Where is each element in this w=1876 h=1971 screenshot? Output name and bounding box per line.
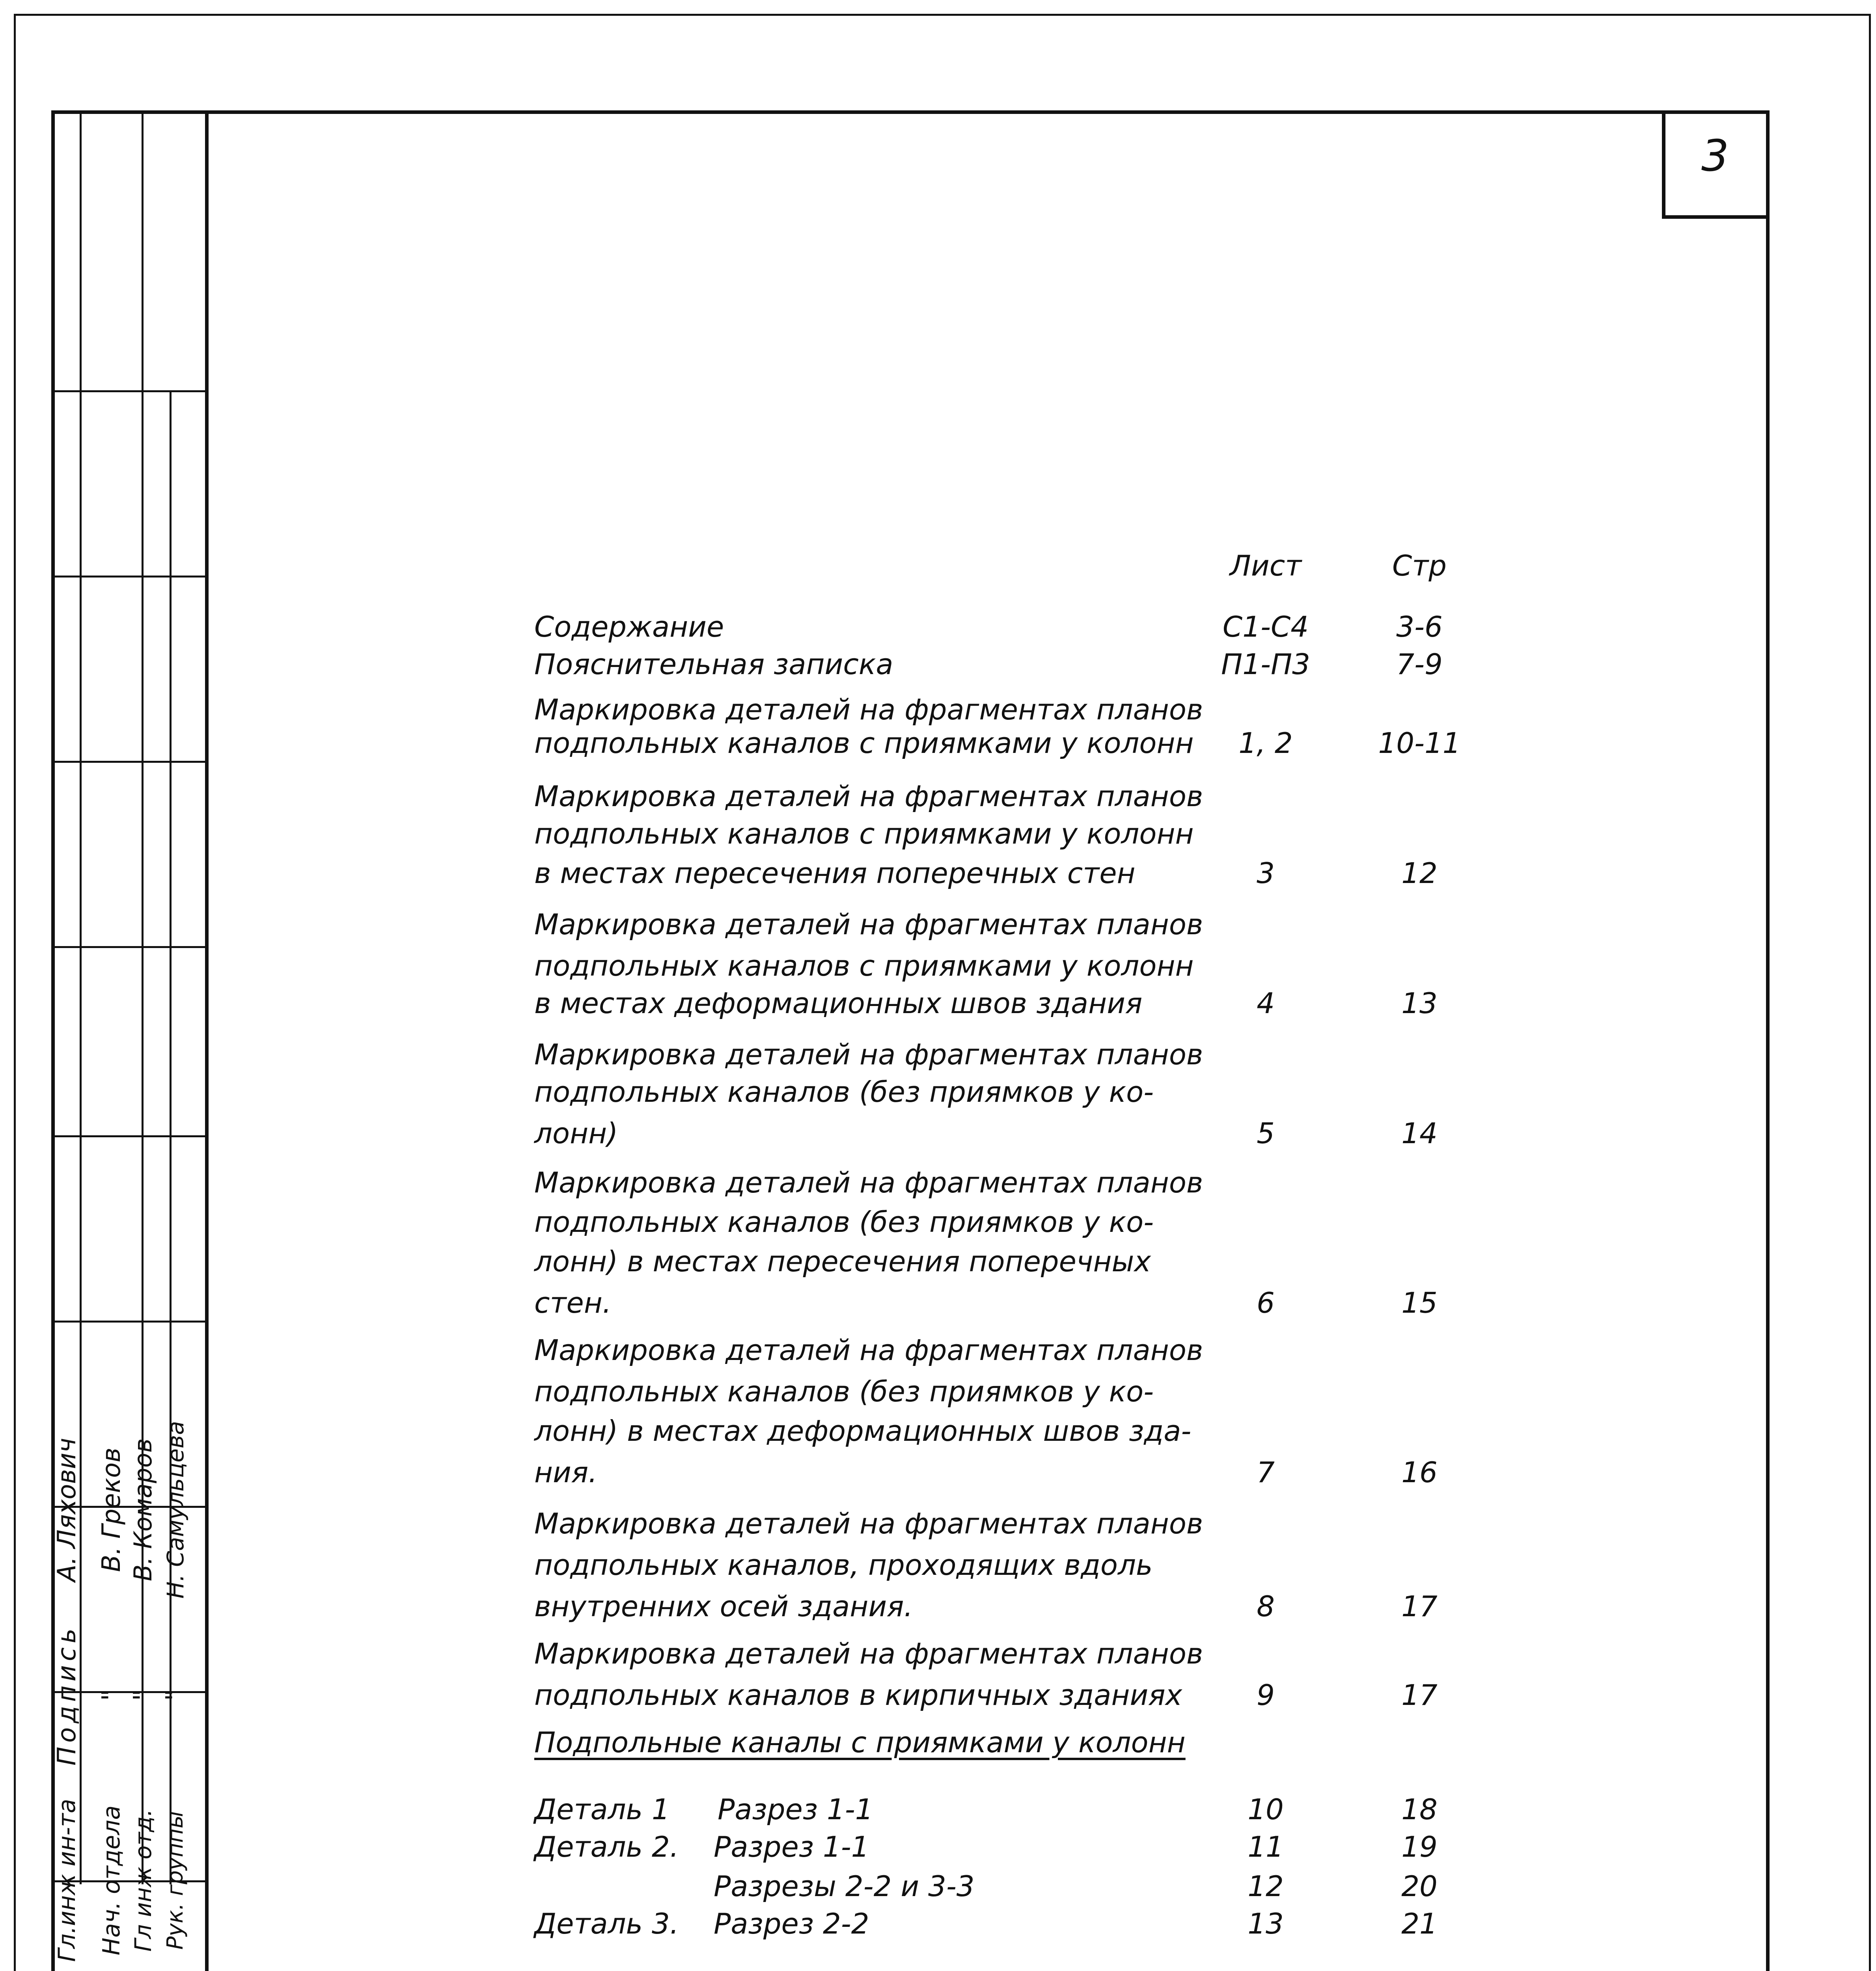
toc-entry-title: Пояснительная записка	[534, 648, 893, 681]
toc-entry-title: Содержание	[534, 610, 724, 643]
toc-entry-title-line: подпольных каналов с приямками у колонн	[534, 727, 1194, 760]
strip-row-line-2	[51, 576, 207, 578]
toc-entry-sheet: 6	[1257, 1286, 1275, 1319]
toc-entry-title: Маркировка деталей на фрагментах планов	[534, 780, 1203, 813]
signature-mark-1: "	[97, 1689, 126, 1701]
toc-entry-title-line: в местах пересечения поперечных стен	[534, 857, 1136, 890]
toc-entry-title-line: лонн)	[534, 1117, 618, 1150]
toc-entry-sheet: 1, 2	[1238, 727, 1293, 760]
toc-entry-title: Маркировка деталей на фрагментах планов	[534, 1038, 1203, 1071]
role-dept-chief-engineer: Гл инж отд.	[130, 1809, 157, 1952]
toc-entry-sheet: 9	[1257, 1679, 1275, 1712]
toc-entry-title-line: лонн) в местах пересечения поперечных	[534, 1245, 1151, 1278]
toc-entry-title-line: подпольных каналов с приямками у колонн	[534, 817, 1194, 850]
toc-entry-sheet: С1-С4	[1222, 610, 1309, 643]
toc-entry-title: Маркировка деталей на фрагментах планов	[534, 1166, 1203, 1199]
page-number: 3	[1701, 130, 1729, 181]
toc-entry-title-line: внутренних осей здания.	[534, 1590, 913, 1623]
detail-sheet: 11	[1248, 1830, 1284, 1863]
name-grekov: В. Греков	[97, 1448, 126, 1572]
toc-entry-page: 13	[1401, 987, 1438, 1020]
toc-entry-title-line: стен.	[534, 1286, 612, 1319]
toc-entry-title-line: в местах деформационных швов здания	[534, 987, 1143, 1020]
toc-entry-sheet: 7	[1257, 1456, 1275, 1489]
signature-mark-3: "	[161, 1689, 190, 1701]
toc-entry-page: 12	[1401, 857, 1438, 890]
toc-entry-page: 15	[1401, 1286, 1438, 1319]
section-heading: Подпольные каналы с приямками у колонн	[534, 1726, 1186, 1759]
toc-entry-page: 10-11	[1378, 727, 1461, 760]
toc-entry-title-line: ния.	[534, 1456, 598, 1489]
toc-entry-page: 7-9	[1396, 648, 1443, 681]
strip-row-line-5	[51, 1135, 207, 1137]
role-chief-engineer: Гл.инж ин-та	[53, 1799, 81, 1962]
toc-entry-sheet: 5	[1257, 1117, 1275, 1150]
toc-entry-page: 17	[1401, 1590, 1438, 1623]
detail-label: Деталь 2.	[534, 1830, 679, 1863]
strip-row-line-4	[51, 946, 207, 948]
role-head-of-department: Нач. отдела	[98, 1805, 125, 1956]
name-samultseva: Н. Самульцева	[162, 1421, 189, 1599]
toc-entry-title-line: подпольных каналов в кирпичных зданиях	[534, 1679, 1182, 1712]
detail-label: Деталь 1	[534, 1793, 670, 1826]
toc-entry-title-line: подпольных каналов (без приямков у ко-	[534, 1375, 1154, 1408]
toc-entry-title: Маркировка деталей на фрагментах планов	[534, 693, 1203, 726]
strip-row-line-3	[51, 761, 207, 763]
toc-entry-title-line: лонн) в местах деформационных швов зда-	[534, 1414, 1192, 1448]
toc-entry-title-line: подпольных каналов, проходящих вдоль	[534, 1548, 1153, 1582]
strip-row-line-1	[51, 390, 207, 392]
toc-entry-title-line: подпольных каналов (без приямков у ко-	[534, 1205, 1154, 1239]
detail-text: Разрез 1-1	[714, 1830, 869, 1863]
role-group-lead: Рук. группы	[162, 1811, 188, 1950]
detail-page: 21	[1401, 1907, 1438, 1940]
toc-entry-sheet: 8	[1257, 1590, 1275, 1623]
name-komarov: В. Комаров	[129, 1438, 157, 1582]
detail-sheet: 13	[1248, 1907, 1284, 1940]
toc-entry-title: Маркировка деталей на фрагментах планов	[534, 908, 1203, 941]
toc-entry-page: 14	[1401, 1117, 1438, 1150]
detail-page: 19	[1401, 1830, 1438, 1863]
strip-row-line-6	[51, 1321, 207, 1323]
header-page: Стр	[1392, 549, 1447, 582]
detail-text: Разрезы 2-2 и 3-3	[714, 1870, 975, 1903]
signature-column-header: Подпись	[52, 1624, 82, 1766]
toc-entry-sheet: П1-П3	[1221, 648, 1310, 681]
detail-sheet: 12	[1248, 1870, 1284, 1903]
detail-page: 18	[1401, 1793, 1438, 1826]
toc-entry-sheet: 3	[1257, 857, 1275, 890]
detail-text: Разрез 2-2	[714, 1907, 869, 1940]
detail-text: Разрез 1-1	[718, 1793, 873, 1826]
detail-sheet: 10	[1248, 1793, 1284, 1826]
toc-entry-title-line: подпольных каналов с приямками у колонн	[534, 949, 1194, 982]
toc-entry-title: Маркировка деталей на фрагментах планов	[534, 1507, 1203, 1540]
toc-entry-page: 3-6	[1396, 610, 1443, 643]
name-lyakhovich: А. Ляхович	[52, 1438, 82, 1582]
toc-entry-title: Маркировка деталей на фрагментах планов	[534, 1334, 1203, 1367]
toc-entry-title-line: подпольных каналов (без приямков у ко-	[534, 1075, 1154, 1108]
detail-label: Деталь 3.	[534, 1907, 679, 1940]
toc-entry-title: Маркировка деталей на фрагментах планов	[534, 1637, 1203, 1670]
toc-entry-sheet: 4	[1257, 987, 1275, 1020]
toc-entry-page: 16	[1401, 1456, 1438, 1489]
signature-mark-2: "	[129, 1689, 158, 1701]
toc-entry-page: 17	[1401, 1679, 1438, 1712]
detail-page: 20	[1401, 1870, 1438, 1903]
header-sheet: Лист	[1229, 549, 1302, 582]
